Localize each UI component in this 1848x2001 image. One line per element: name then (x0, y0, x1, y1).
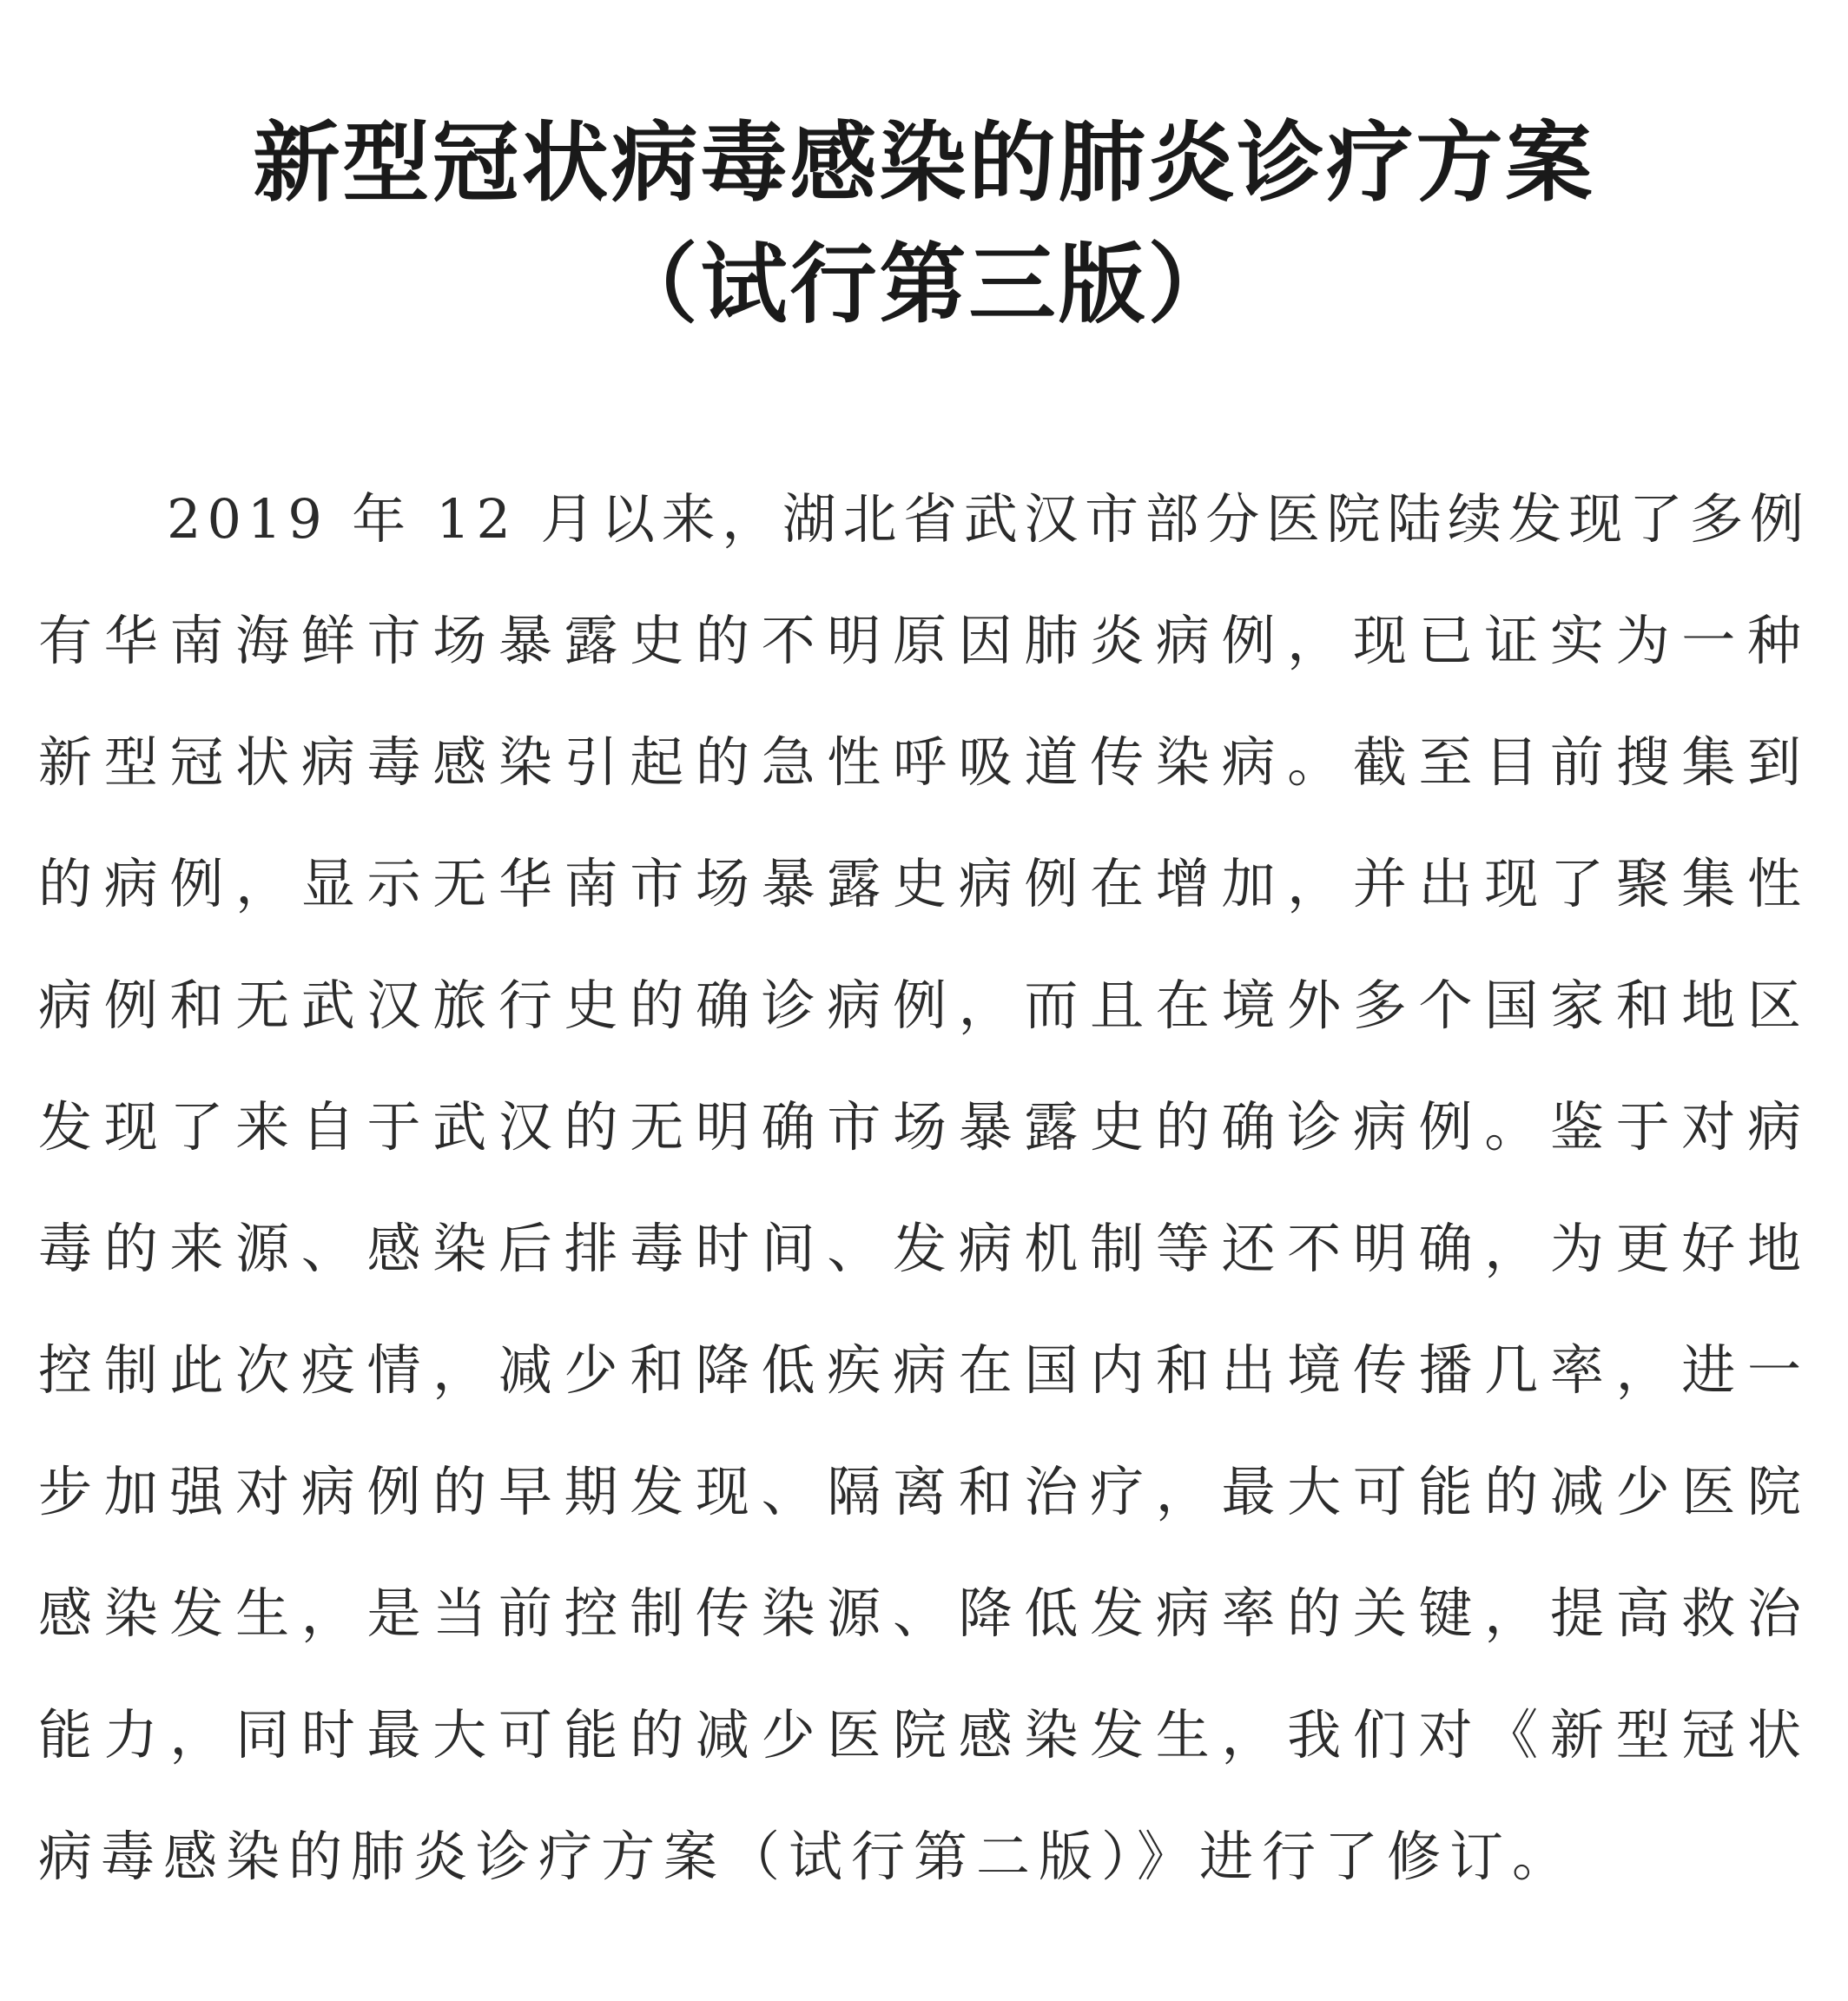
paragraph-line: 控制此次疫情，减少和降低疾病在国内和出境传播几率，进一 (38, 1338, 1810, 1402)
paragraph-line: 新型冠状病毒感染引起的急性呼吸道传染病。截至目前搜集到 (38, 730, 1810, 794)
paragraph-line: 病例和无武汉旅行史的确诊病例，而且在境外多个国家和地区 (38, 974, 1810, 1037)
paragraph-line: 有华南海鲜市场暴露史的不明原因肺炎病例，现已证实为一种 (38, 609, 1810, 672)
paragraph-line: 2019 年 12 月以来，湖北省武汉市部分医院陆续发现了多例 (167, 487, 1810, 551)
paragraph-line: 发现了来自于武汉的无明确市场暴露史的确诊病例。鉴于对病 (38, 1095, 1810, 1159)
paragraph-line: 的病例，显示无华南市场暴露史病例在增加，并出现了聚集性 (38, 852, 1810, 915)
paragraph-line: 病毒感染的肺炎诊疗方案（试行第二版）》进行了修订。 (38, 1825, 1575, 1888)
document-subtitle: （试行第三版） (610, 234, 1238, 335)
body-paragraph (38, 459, 1810, 1918)
paragraph-line: 步加强对病例的早期发现、隔离和治疗，最大可能的减少医院 (38, 1460, 1810, 1523)
paragraph-line: 能力，同时最大可能的减少医院感染发生，我们对《新型冠状 (38, 1703, 1810, 1767)
paragraph-line: 毒的来源、感染后排毒时间、发病机制等还不明确，为更好地 (38, 1217, 1810, 1280)
paragraph-line: 感染发生，是当前控制传染源、降低发病率的关键，提高救治 (38, 1582, 1810, 1645)
document-title: 新型冠状病毒感染的肺炎诊疗方案 (253, 112, 1595, 214)
